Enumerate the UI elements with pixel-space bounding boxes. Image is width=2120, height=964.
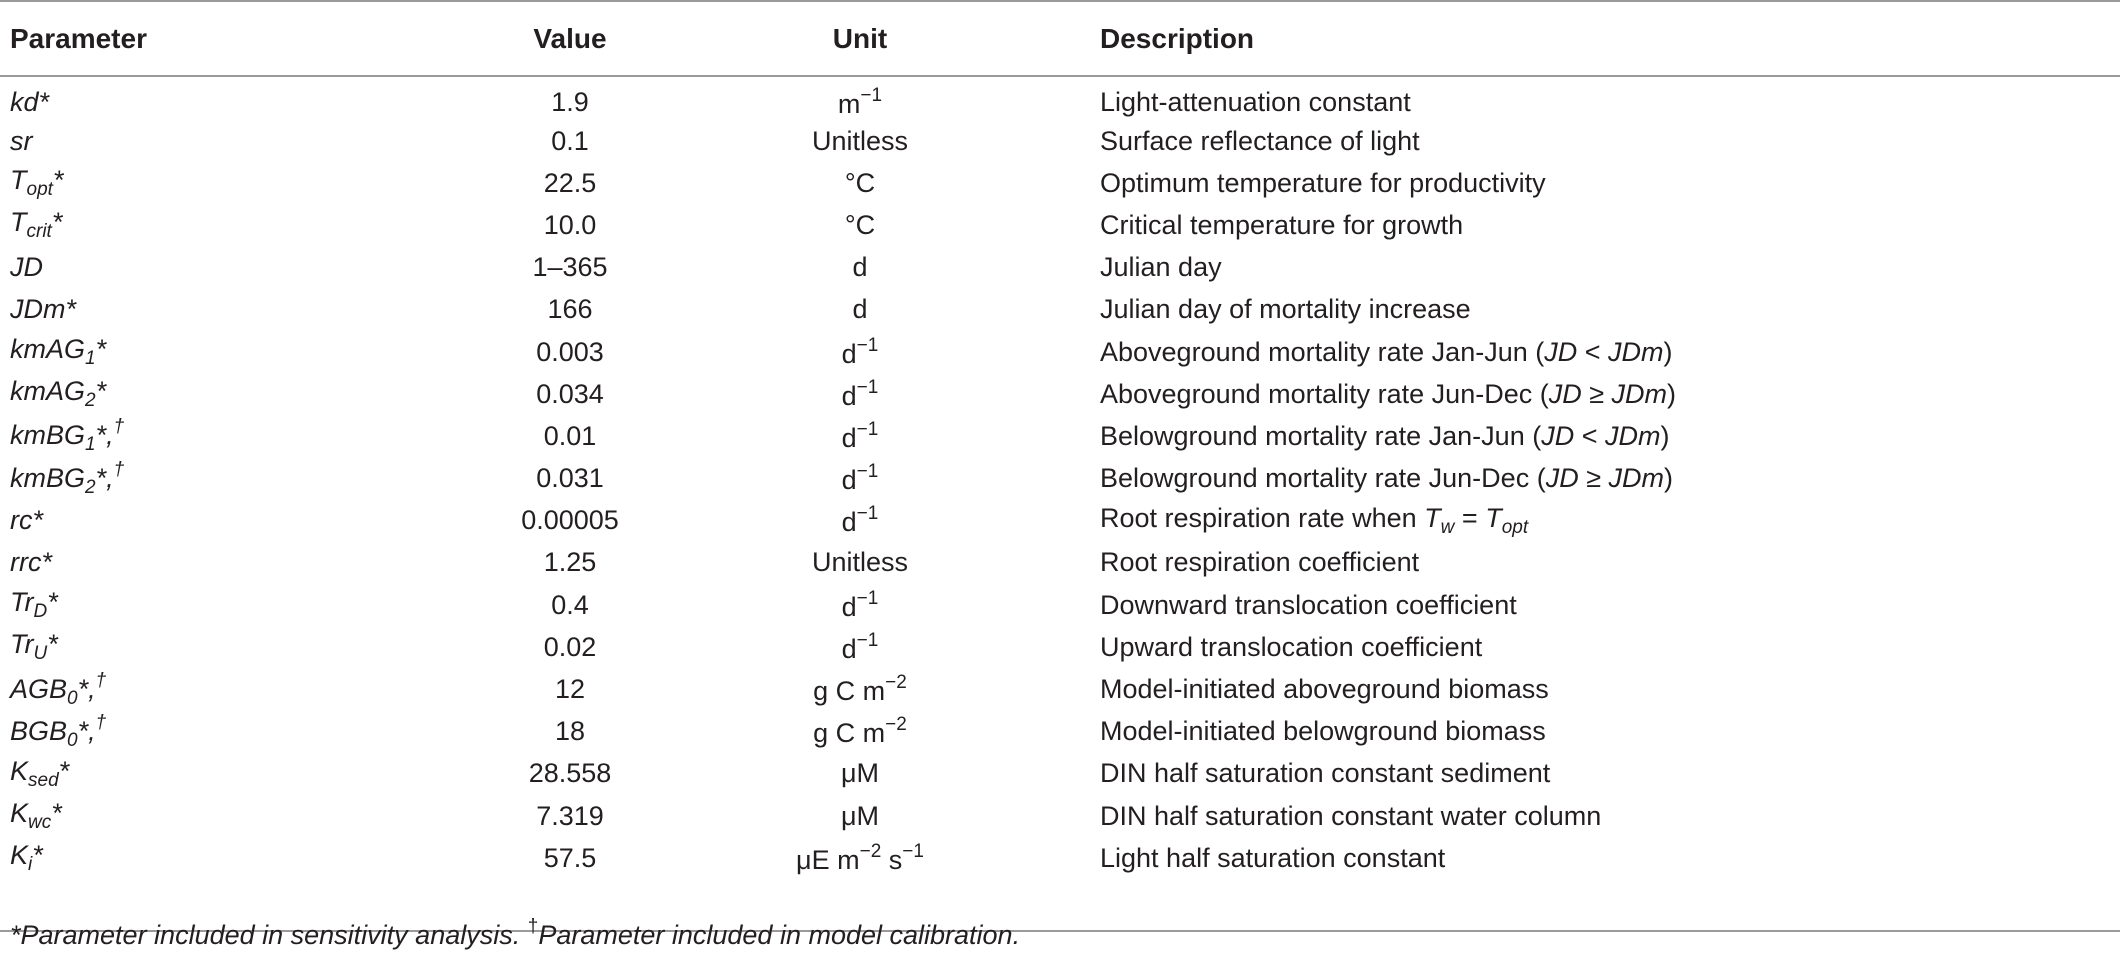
- value-cell: [520, 373, 620, 415]
- unit-cell: [620, 753, 1100, 795]
- unit-cell: [620, 458, 1100, 500]
- table-row: [0, 373, 2120, 415]
- param-cell-text: rrc*: [10, 547, 52, 578]
- unit-cell: [620, 247, 1100, 289]
- param-cell: [0, 331, 520, 373]
- description-cell-text: Model-initiated belowground biomass: [1100, 716, 1546, 747]
- unit-cell-text: Unitless: [811, 125, 909, 156]
- description-cell-text: Aboveground mortality rate Jun-Dec (JD ≥ JDm): [1100, 378, 1677, 409]
- description-cell: [1100, 120, 2120, 162]
- unit-cell: [620, 289, 1100, 331]
- value-cell: [520, 668, 620, 710]
- description-cell-text: Downward translocation coefficient: [1100, 589, 1517, 620]
- value-cell-text: 0.1: [551, 125, 589, 156]
- description-cell: [1100, 584, 2120, 626]
- unit-cell: [620, 626, 1100, 668]
- value-cell-text: 57.5: [543, 842, 597, 873]
- description-cell: [1100, 795, 2120, 837]
- value-cell: [520, 837, 620, 879]
- description-cell: [1100, 204, 2120, 246]
- description-cell: [1100, 711, 2120, 753]
- table-row: [0, 204, 2120, 246]
- value-cell: [520, 76, 620, 120]
- description-cell: [1100, 500, 2120, 542]
- value-cell: [520, 120, 620, 162]
- description-cell-text: Surface reflectance of light: [1100, 125, 1420, 156]
- table-row: [0, 753, 2120, 795]
- unit-cell: [620, 795, 1100, 837]
- description-cell: [1100, 331, 2120, 373]
- table-row: [0, 837, 2120, 879]
- description-cell-text: DIN half saturation constant sediment: [1100, 758, 1551, 789]
- value-cell: [520, 542, 620, 584]
- unit-cell: [620, 542, 1100, 584]
- description-cell-text: Root respiration coefficient: [1100, 547, 1420, 578]
- value-cell: [520, 289, 620, 331]
- description-cell-text: Julian day: [1100, 252, 1222, 283]
- param-cell: [0, 753, 520, 795]
- param-cell: [0, 120, 520, 162]
- unit-cell: [620, 415, 1100, 457]
- param-cell-text: $Tr_D*$: [10, 587, 58, 623]
- description-cell: [1100, 289, 2120, 331]
- unit-cell: [620, 204, 1100, 246]
- param-cell-text: $Tr_U*$: [10, 629, 58, 665]
- description-cell: [1100, 458, 2120, 500]
- param-cell-text: kmAG$_1$*: [10, 334, 107, 370]
- description-cell: [1100, 373, 2120, 415]
- value-cell-text: 12: [554, 674, 586, 705]
- value-cell: [520, 458, 620, 500]
- unit-cell-text: $d^{-1}$: [841, 461, 879, 496]
- param-cell-text: kd*: [10, 87, 50, 117]
- param-cell-text: $K_{sed}*$: [10, 755, 70, 791]
- header-value: Value: [520, 1, 620, 76]
- unit-cell-text: Unitless: [811, 547, 909, 578]
- unit-cell: [620, 76, 1100, 120]
- value-cell-text: 0.02: [543, 631, 597, 662]
- unit-cell-text: $d^{-1}$: [841, 629, 879, 664]
- value-cell: [520, 415, 620, 457]
- value-cell: [520, 162, 620, 204]
- param-cell: [0, 289, 520, 331]
- param-cell-text: $K_i*$: [10, 840, 43, 876]
- value-cell: [520, 626, 620, 668]
- description-cell-text: Upward translocation coefficient: [1100, 631, 1483, 662]
- table-row: [0, 415, 2120, 457]
- unit-cell-text: d: [852, 252, 868, 283]
- table-row: [0, 542, 2120, 584]
- value-cell-text: 0.00005: [521, 505, 619, 536]
- param-cell-text: $AGB_0*,^\dagger$: [10, 669, 107, 709]
- unit-cell: [620, 584, 1100, 626]
- value-cell: [520, 711, 620, 753]
- param-cell: [0, 162, 520, 204]
- table-row: [0, 76, 2120, 120]
- param-cell: [0, 542, 520, 584]
- table-row: [0, 795, 2120, 837]
- param-cell-text: $K_{wc}*$: [10, 798, 62, 834]
- param-cell: [0, 204, 520, 246]
- param-cell: [0, 458, 520, 500]
- value-cell-text: 0.034: [536, 378, 604, 409]
- description-cell: [1100, 247, 2120, 289]
- value-cell-text: 1–365: [532, 252, 608, 283]
- table-row: [0, 668, 2120, 710]
- param-cell: [0, 711, 520, 753]
- description-cell-text: Root respiration rate when $T_w = T_{opt}$: [1100, 502, 1529, 538]
- header-description: Description: [1100, 1, 2120, 76]
- description-cell-text: Light-attenuation constant: [1100, 87, 1411, 117]
- param-cell: [0, 500, 520, 542]
- description-cell-text: Belowground mortality rate Jun-Dec (JD ≥ JDm): [1100, 463, 1674, 494]
- unit-cell: [620, 162, 1100, 204]
- description-cell-text: Aboveground mortality rate Jan-Jun (JD < JDm): [1100, 336, 1673, 367]
- param-cell-text: rc*: [10, 505, 43, 536]
- description-cell: [1100, 415, 2120, 457]
- unit-cell: [620, 668, 1100, 710]
- description-cell: [1100, 162, 2120, 204]
- unit-cell-text: $d^{-1}$: [841, 587, 879, 622]
- param-cell-text: kmBG$_2$*,†: [10, 458, 125, 498]
- unit-cell: [620, 373, 1100, 415]
- value-cell-text: 0.4: [551, 589, 589, 620]
- table-row: [0, 584, 2120, 626]
- param-cell-text: kmAG$_2$*: [10, 376, 107, 412]
- description-cell-text: Critical temperature for growth: [1100, 209, 1464, 240]
- value-cell: [520, 331, 620, 373]
- table-row: [0, 247, 2120, 289]
- value-cell-text: 10.0: [543, 209, 597, 240]
- value-cell-text: 0.01: [543, 420, 597, 451]
- value-cell-text: 0.003: [536, 336, 604, 367]
- param-cell-text: JD: [10, 252, 43, 283]
- value-cell-text: 28.558: [528, 758, 612, 789]
- value-cell-text: 166: [547, 294, 593, 325]
- param-cell-text: sr: [10, 125, 33, 156]
- param-cell: [0, 668, 520, 710]
- param-cell: [0, 837, 520, 879]
- unit-cell-text: $m^{-1}$: [837, 85, 883, 119]
- unit-cell: [620, 711, 1100, 753]
- table-row: [0, 162, 2120, 204]
- description-cell-text: Model-initiated aboveground biomass: [1100, 674, 1549, 705]
- description-cell-text: Julian day of mortality increase: [1100, 294, 1471, 325]
- value-cell: [520, 247, 620, 289]
- unit-cell: [620, 120, 1100, 162]
- unit-cell-text: $d^{-1}$: [841, 334, 879, 369]
- value-cell-text: 18: [554, 716, 586, 747]
- unit-cell-text: d: [852, 294, 868, 325]
- description-cell: [1100, 76, 2120, 120]
- param-cell: [0, 76, 520, 120]
- unit-cell-text: μM: [840, 758, 880, 789]
- param-cell-text: kmBG$_1$*,†: [10, 416, 125, 456]
- unit-cell: [620, 331, 1100, 373]
- table-row: [0, 120, 2120, 162]
- param-cell-text: $T_{crit}*$: [10, 207, 63, 243]
- unit-cell-text: g C $m^{-2}$: [813, 714, 907, 749]
- value-cell: [520, 584, 620, 626]
- param-cell: [0, 247, 520, 289]
- unit-cell: [620, 500, 1100, 542]
- value-cell: [520, 795, 620, 837]
- param-cell: [0, 626, 520, 668]
- table-body: [0, 76, 2120, 931]
- param-cell: [0, 373, 520, 415]
- value-cell: [520, 204, 620, 246]
- description-cell: [1100, 753, 2120, 795]
- param-cell-text: JDm*: [10, 294, 76, 325]
- param-cell-text: $T_{opt}*$: [10, 165, 64, 201]
- footnote-text: *Parameter included in sensitivity analysis. †Parameter included in model calibration.: [10, 916, 1021, 950]
- unit-cell-text: g C $m^{-2}$: [813, 672, 907, 707]
- table-row: [0, 289, 2120, 331]
- value-cell: [520, 753, 620, 795]
- unit-cell-text: $d^{-1}$: [841, 376, 879, 411]
- header-unit: Unit: [620, 1, 1100, 76]
- description-cell-text: DIN half saturation constant water column: [1100, 800, 1602, 831]
- unit-cell-text: μE $m^{-2}$ $s^{-1}$: [796, 840, 924, 875]
- unit-cell-text: μM: [840, 800, 880, 831]
- value-cell-text: 0.031: [536, 463, 604, 494]
- value-cell-text: 1.9: [551, 87, 589, 117]
- description-cell: [1100, 626, 2120, 668]
- description-cell-text: Belowground mortality rate Jan-Jun (JD < JDm): [1100, 420, 1670, 451]
- param-cell-text: $BGB_0*,^\dagger$: [10, 711, 107, 751]
- value-cell: [520, 500, 620, 542]
- unit-cell-text: °C: [844, 167, 876, 198]
- description-cell-text: Light half saturation constant: [1100, 842, 1446, 873]
- unit-cell: [620, 837, 1100, 879]
- description-cell: [1100, 542, 2120, 584]
- unit-cell-text: °C: [844, 209, 876, 240]
- value-cell-text: 22.5: [543, 167, 597, 198]
- param-cell: [0, 795, 520, 837]
- value-cell-text: 7.319: [536, 800, 604, 831]
- description-cell-text: Optimum temperature for productivity: [1100, 167, 1546, 198]
- value-cell-text: 1.25: [543, 547, 597, 578]
- param-cell: [0, 415, 520, 457]
- table-row: [0, 331, 2120, 373]
- table-row: [0, 458, 2120, 500]
- unit-cell-text: $d^{-1}$: [841, 418, 879, 453]
- description-cell: [1100, 668, 2120, 710]
- description-cell: [1100, 837, 2120, 879]
- table-footnote: [10, 916, 1020, 951]
- table-row: [0, 626, 2120, 668]
- table-row: [0, 500, 2120, 542]
- table-row: [0, 711, 2120, 753]
- table-header-row: [0, 1, 2120, 76]
- unit-cell-text: $d^{-1}$: [841, 503, 879, 538]
- param-cell: [0, 584, 520, 626]
- header-parameter: Parameter: [0, 1, 520, 76]
